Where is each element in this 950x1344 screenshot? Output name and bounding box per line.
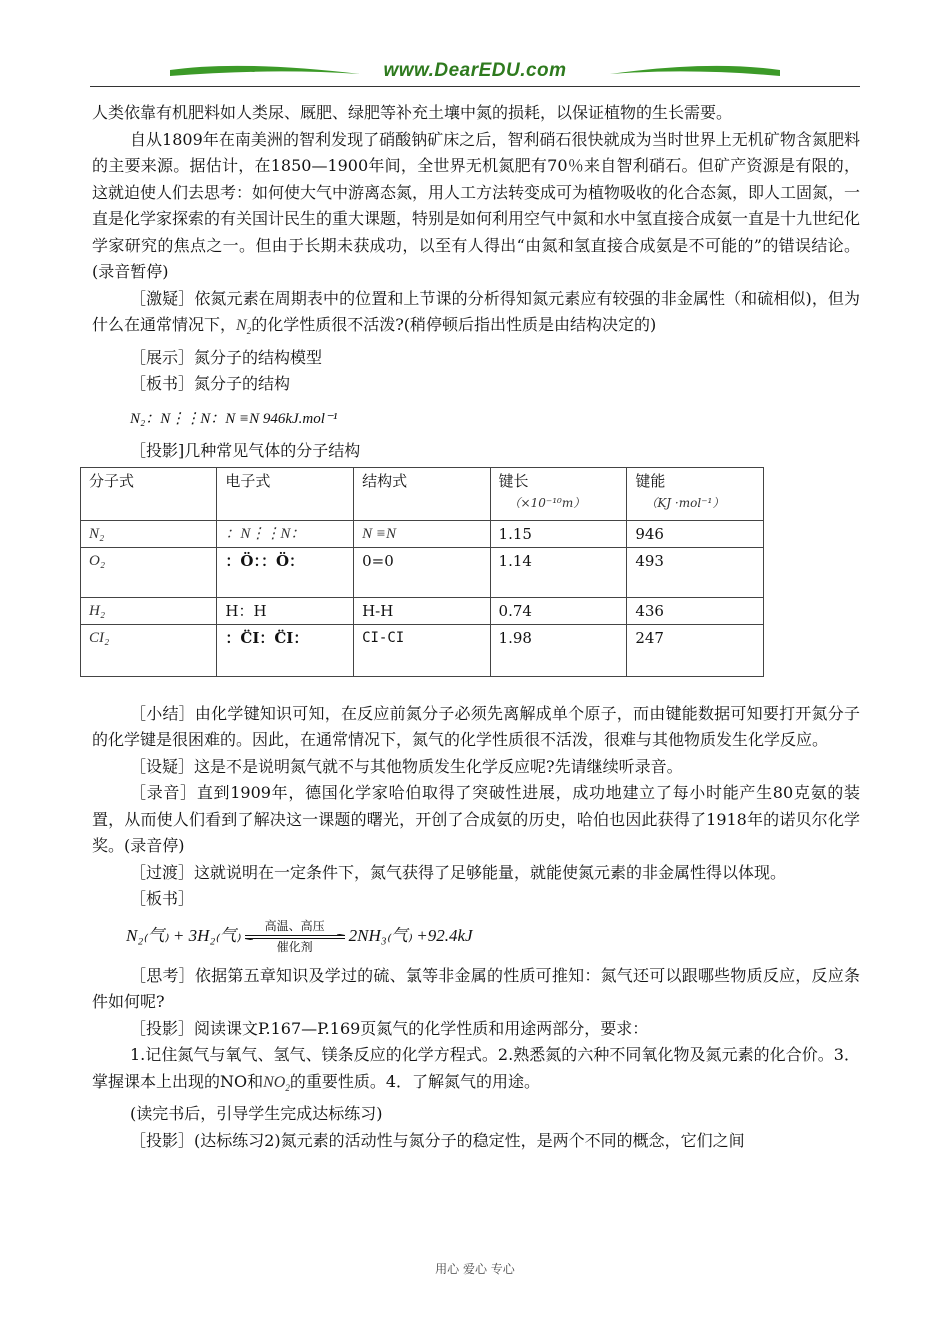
cell-formula: O₂ — [81, 547, 217, 597]
cell-electron: ：N⋮⋮N： — [217, 520, 354, 547]
cell-length: 1.14 — [490, 547, 627, 597]
gas-structure-table — [80, 467, 764, 677]
cell-energy: 493 — [627, 547, 764, 597]
paragraph: ［小结］由化学键知识可知，在反应前氮分子必须先离解成单个原子，而由键能数据可知要打开氮分子的化学键是很困难的。因此，在通常情况下，氮气的化学性质很不活泼，很难与其他物质发生化学反应。 — [92, 703, 860, 750]
column-header: 电子式 — [217, 467, 354, 520]
text-run: 1.记住氮气与氧气、氢气、镁条反应的化学方程式。2.熟悉氮的六种不同氧化物及氮元素的化合价。3．掌握课本上出现的NO和 — [92, 1045, 860, 1091]
equation-right: 2NH₃₍气₎ +92.4kJ — [348, 926, 473, 946]
paragraph: ［录音］直到1909年，德国化学家哈伯取得了突破性进展，成功地建立了每小时能产生80克氨的装置，从而使人们看到了解决这一课题的曙光，开创了合成氨的历史，哈伯也因此获得了1918年的诺贝尔化学奖。(录音停) — [92, 783, 860, 856]
cell-structure: 0=0 — [354, 547, 490, 597]
column-header: 键长 （×10⁻¹⁰m） — [490, 467, 627, 520]
cell-formula: CI₂ — [81, 624, 217, 676]
page-header — [90, 58, 860, 92]
header-rule — [90, 86, 860, 87]
paragraph: 自从1809年在南美洲的智利发现了硝酸钠矿床之后，智利硝石很快就成为当时世界上无机矿物含氮肥料的主要来源。据估计，在1850—1900年间，全世界无机氮肥有70％来自智利硝石。但矿产资源是有限的，这就迫使人们去思考：如何使大气中游离态氮，用人工方法转变成可为植物吸收的化合态氮，即人工固氮，一直是化学家探索的有关国计民生的重大课题，特别是如何利用空气中氮和水中氢直接合成氨一直是十九世纪化学家研究的焦点之一。但由于长期未获成功，以至有人得出“由氮和氢直接合成氨是不可能的”的错误结论。(录音暂停) — [92, 129, 861, 281]
paragraph: (读完书后，引导学生完成达标练习) — [130, 1104, 383, 1124]
equilibrium-arrow-icon — [245, 934, 345, 940]
paragraph: ［思考］依据第五章知识及学过的硫、氯等非金属的性质可推知：氮气还可以跟哪些物质反应，反应条件如何呢? — [92, 965, 860, 1012]
table-row — [81, 547, 764, 597]
reversible-arrow — [245, 919, 345, 955]
cell-length: 0.74 — [490, 597, 627, 624]
n2-symbol: $N_2$ — [236, 317, 252, 337]
paragraph: ［投影］(达标练习2)氮元素的活动性与氮分子的稳定性，是两个不同的概念，它们之间 — [130, 1130, 745, 1150]
cell-electron: H：H — [217, 597, 354, 624]
column-header: 键能 （KJ ·mol⁻¹） — [627, 467, 764, 520]
cell-structure: CI-CI — [354, 624, 490, 676]
cell-formula: H₂ — [81, 597, 217, 624]
cell-length: 1.98 — [490, 624, 627, 676]
ammonia-synthesis-equation — [126, 919, 860, 955]
paragraph — [92, 1042, 860, 1101]
page-footer: 用心 爱心 专心 — [435, 1262, 515, 1276]
cell-energy: 247 — [627, 624, 764, 676]
cell-electron: ：C̈I：C̈I： — [217, 624, 354, 676]
text-run: ［激疑］依氮元素在周期表中的位置和上节课的分析得知氮元素应有较强的非金属性（和硫相似)，但为什么在通常情况下， — [92, 288, 860, 334]
arrow-condition-top: 高温、高压 — [264, 918, 325, 933]
cell-length: 1.15 — [490, 520, 627, 547]
text-run: 的重要性质。4．了解氮气的用途。 — [289, 1071, 541, 1091]
paragraph: ［板书］ — [130, 889, 195, 909]
paragraph: ［投影］阅读课文P.167—P.169页氮气的化学性质和用途两部分，要求： — [130, 1018, 649, 1038]
text-run: 的化学性质很不活泼?(稍停顿后指出性质是由结构决定的) — [251, 315, 657, 334]
paragraph: ［设疑］这是不是说明氮气就不与其他物质发生化学反应呢?先请继续听录音。 — [130, 756, 683, 776]
cell-structure: N ≡N — [354, 520, 490, 547]
paragraph: 人类依靠有机肥料如人类尿、厩肥、绿肥等补充土壤中氮的损耗，以保证植物的生长需要。 — [92, 103, 733, 122]
cell-energy: 436 — [627, 597, 764, 624]
cell-structure: H-H — [354, 597, 490, 624]
paragraph: ［过渡］这就说明在一定条件下，氮气获得了足够能量，就能使氮元素的非金属性得以体现。 — [130, 862, 787, 882]
table-header-row — [81, 467, 764, 520]
cell-energy: 946 — [627, 520, 764, 547]
column-header: 结构式 — [354, 467, 490, 520]
cell-formula: N₂ — [81, 520, 217, 547]
table-row — [81, 597, 764, 624]
paragraph: ［投影]几种常见气体的分子结构 — [130, 441, 361, 461]
table-row — [81, 520, 764, 547]
equation-left: N₂₍气₎ + 3H₂₍气₎ — [126, 926, 241, 946]
paragraph: ［板书］氮分子的结构 — [130, 374, 291, 394]
no2-symbol: $NO_2$ — [263, 1073, 290, 1093]
n2-structure-formula: N₂：N⋮⋮N：N ≡N 946kJ.mol⁻¹ — [130, 410, 338, 427]
column-header: 分子式 — [81, 467, 217, 520]
site-brand[interactable]: www.DearEDU.com — [383, 60, 567, 81]
table-row — [81, 624, 764, 676]
paragraph — [92, 286, 860, 345]
cell-electron: ：Ö：：Ö： — [217, 547, 354, 597]
paragraph: ［展示］氮分子的结构模型 — [130, 347, 323, 367]
arrow-condition-bottom: 催化剂 — [276, 939, 313, 954]
document-body — [89, 100, 861, 1154]
